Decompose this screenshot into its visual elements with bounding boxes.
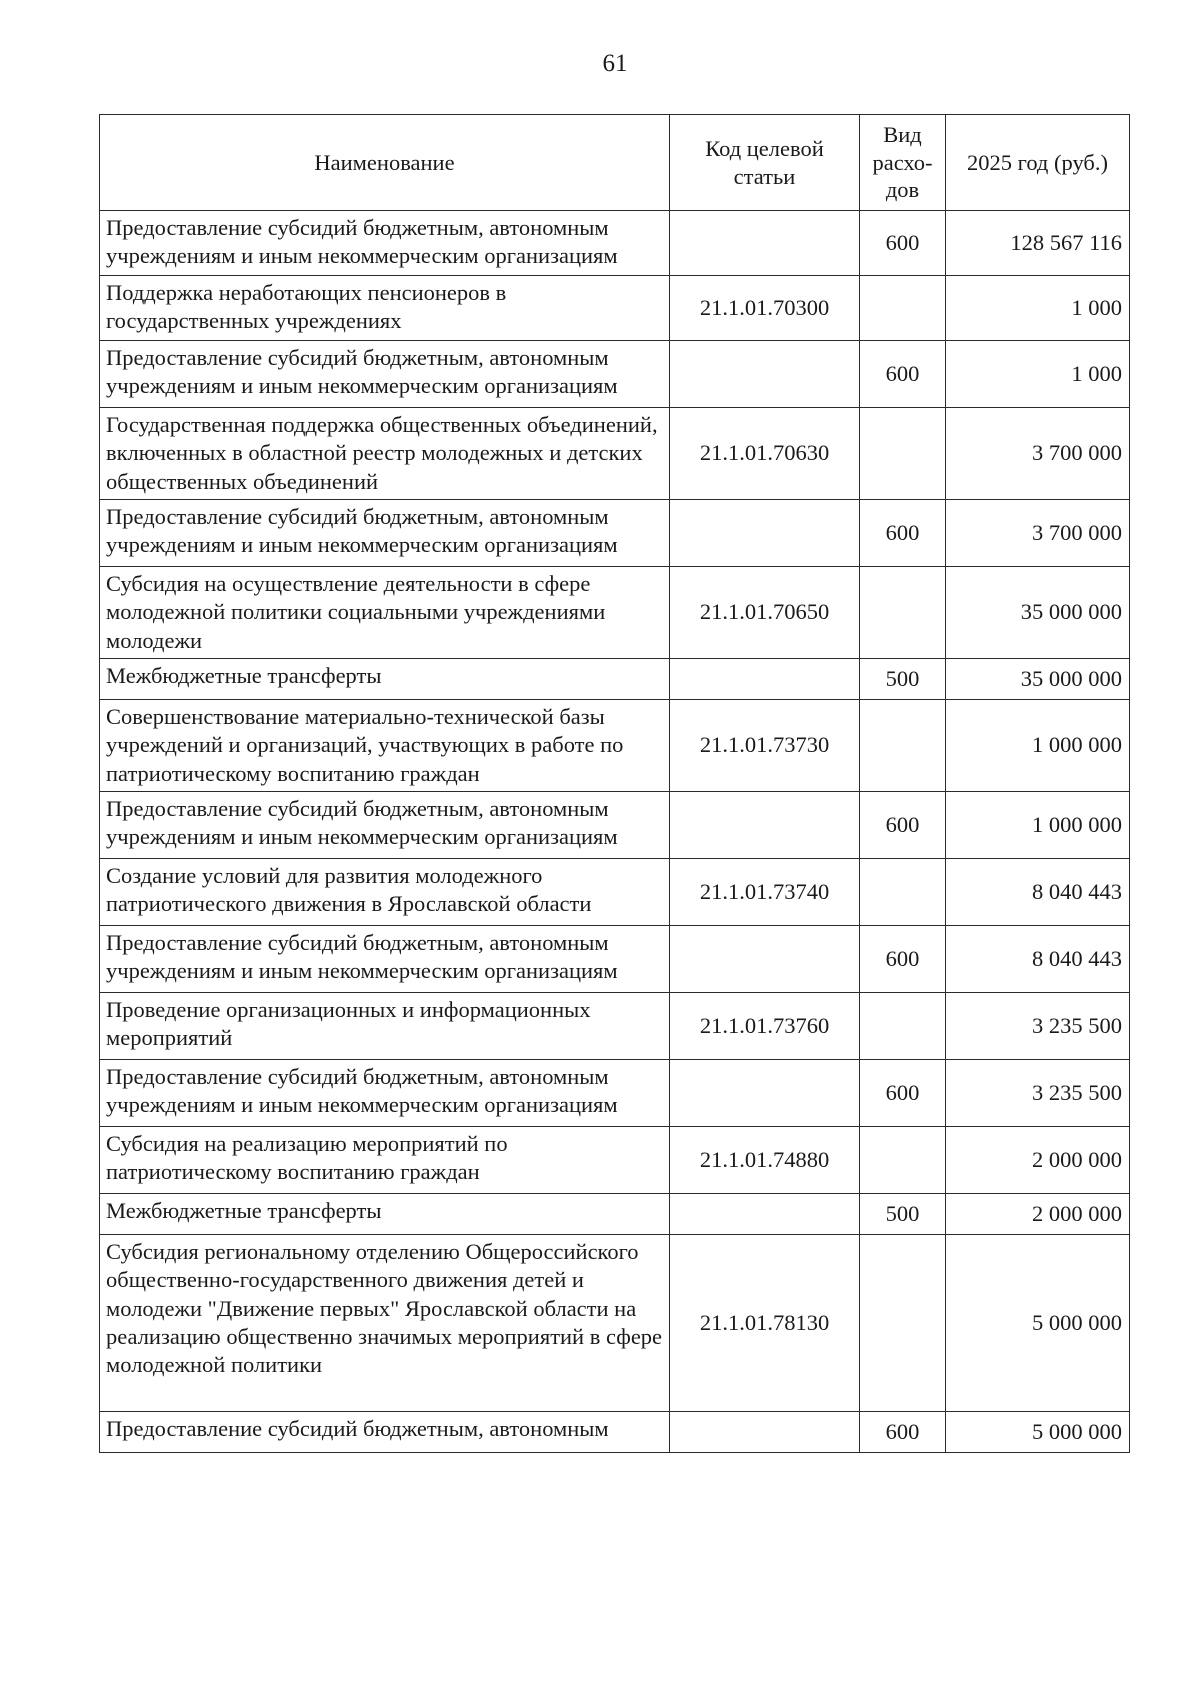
table-row [100, 859, 1130, 926]
cell-type [860, 700, 946, 792]
cell-type: 500 [860, 1194, 946, 1235]
cell-amount: 2 000 000 [946, 1194, 1130, 1235]
cell-type [860, 1235, 946, 1412]
cell-type: 600 [860, 211, 946, 276]
cell-code [670, 926, 860, 993]
cell-code: 21.1.01.78130 [670, 1235, 860, 1412]
cell-type [860, 993, 946, 1060]
cell-type: 600 [860, 341, 946, 408]
cell-amount: 3 235 500 [946, 993, 1130, 1060]
cell-type: 600 [860, 792, 946, 859]
table-row [100, 1235, 1130, 1412]
cell-name: Предоставление субсидий бюджетным, автономным учреждениям и иным некоммерческим организациям [100, 792, 670, 859]
cell-amount: 35 000 000 [946, 567, 1130, 659]
cell-name: Субсидия на осуществление деятельности в сфере молодежной политики социальными учреждениями молодежи [100, 567, 670, 659]
cell-name: Проведение организационных и информационных мероприятий [100, 993, 670, 1060]
table-row [100, 993, 1130, 1060]
cell-type [860, 859, 946, 926]
cell-name: Совершенствование материально-технической базы учреждений и организаций, участвующих в работе по патриотическому воспитанию граждан [100, 700, 670, 792]
cell-code [670, 1412, 860, 1453]
cell-amount: 1 000 000 [946, 700, 1130, 792]
cell-code: 21.1.01.70650 [670, 567, 860, 659]
cell-amount: 3 700 000 [946, 500, 1130, 567]
cell-amount: 3 700 000 [946, 408, 1130, 500]
cell-name: Межбюджетные трансферты [100, 659, 670, 700]
cell-name: Субсидия на реализацию мероприятий по патриотическому воспитанию граждан [100, 1127, 670, 1194]
cell-type: 500 [860, 659, 946, 700]
table-row [100, 500, 1130, 567]
cell-type: 600 [860, 500, 946, 567]
table-row [100, 792, 1130, 859]
cell-amount: 1 000 000 [946, 792, 1130, 859]
table-row [100, 1060, 1130, 1127]
cell-type [860, 276, 946, 341]
cell-amount: 5 000 000 [946, 1235, 1130, 1412]
cell-code [670, 659, 860, 700]
cell-amount: 8 040 443 [946, 926, 1130, 993]
cell-name: Предоставление субсидий бюджетным, автономным учреждениям и иным некоммерческим организациям [100, 500, 670, 567]
cell-amount: 1 000 [946, 341, 1130, 408]
table-header-row [100, 115, 1130, 211]
cell-type: 600 [860, 1412, 946, 1453]
cell-name: Предоставление субсидий бюджетным, автономным [100, 1412, 670, 1453]
cell-amount: 128 567 116 [946, 211, 1130, 276]
cell-name: Субсидия региональному отделению Общероссийского общественно-государственного движения детей и молодежи "Движение первых" Ярославской области на реализацию общественно значимых мероприятий в сфере молодежной политики [100, 1235, 670, 1412]
table-row [100, 408, 1130, 500]
header-amount: 2025 год (руб.) [946, 115, 1130, 211]
cell-name: Предоставление субсидий бюджетным, автономным учреждениям и иным некоммерческим организациям [100, 1060, 670, 1127]
table-row [100, 567, 1130, 659]
table-row [100, 211, 1130, 276]
cell-name: Предоставление субсидий бюджетным, автономным учреждениям и иным некоммерческим организациям [100, 926, 670, 993]
cell-type [860, 408, 946, 500]
cell-amount: 5 000 000 [946, 1412, 1130, 1453]
budget-table [99, 114, 1130, 1453]
table-row [100, 1194, 1130, 1235]
cell-code: 21.1.01.73740 [670, 859, 860, 926]
table-row [100, 659, 1130, 700]
header-code: Код целевой статьи [670, 115, 860, 211]
cell-name: Предоставление субсидий бюджетным, автономным учреждениям и иным некоммерческим организациям [100, 341, 670, 408]
header-type: Вид расхо-дов [860, 115, 946, 211]
cell-name: Предоставление субсидий бюджетным, автономным учреждениям и иным некоммерческим организациям [100, 211, 670, 276]
cell-code [670, 792, 860, 859]
cell-type: 600 [860, 926, 946, 993]
cell-code: 21.1.01.70300 [670, 276, 860, 341]
cell-name: Создание условий для развития молодежного патриотического движения в Ярославской области [100, 859, 670, 926]
cell-code: 21.1.01.74880 [670, 1127, 860, 1194]
cell-code [670, 211, 860, 276]
table-row [100, 700, 1130, 792]
cell-type [860, 567, 946, 659]
table-row [100, 276, 1130, 341]
cell-code: 21.1.01.73760 [670, 993, 860, 1060]
table-row [100, 926, 1130, 993]
cell-amount: 3 235 500 [946, 1060, 1130, 1127]
cell-name: Государственная поддержка общественных объединений, включенных в областной реестр молодежных и детских общественных объединений [100, 408, 670, 500]
cell-name: Межбюджетные трансферты [100, 1194, 670, 1235]
table-row [100, 1412, 1130, 1453]
cell-code [670, 1060, 860, 1127]
cell-code [670, 1194, 860, 1235]
cell-code [670, 500, 860, 567]
page-number: 61 [602, 50, 628, 77]
cell-amount: 8 040 443 [946, 859, 1130, 926]
cell-code: 21.1.01.70630 [670, 408, 860, 500]
header-name: Наименование [100, 115, 670, 211]
cell-code: 21.1.01.73730 [670, 700, 860, 792]
cell-amount: 35 000 000 [946, 659, 1130, 700]
table-row [100, 1127, 1130, 1194]
cell-type [860, 1127, 946, 1194]
cell-amount: 1 000 [946, 276, 1130, 341]
table-row [100, 341, 1130, 408]
cell-amount: 2 000 000 [946, 1127, 1130, 1194]
cell-type: 600 [860, 1060, 946, 1127]
cell-name: Поддержка неработающих пенсионеров в государственных учреждениях [100, 276, 670, 341]
cell-code [670, 341, 860, 408]
